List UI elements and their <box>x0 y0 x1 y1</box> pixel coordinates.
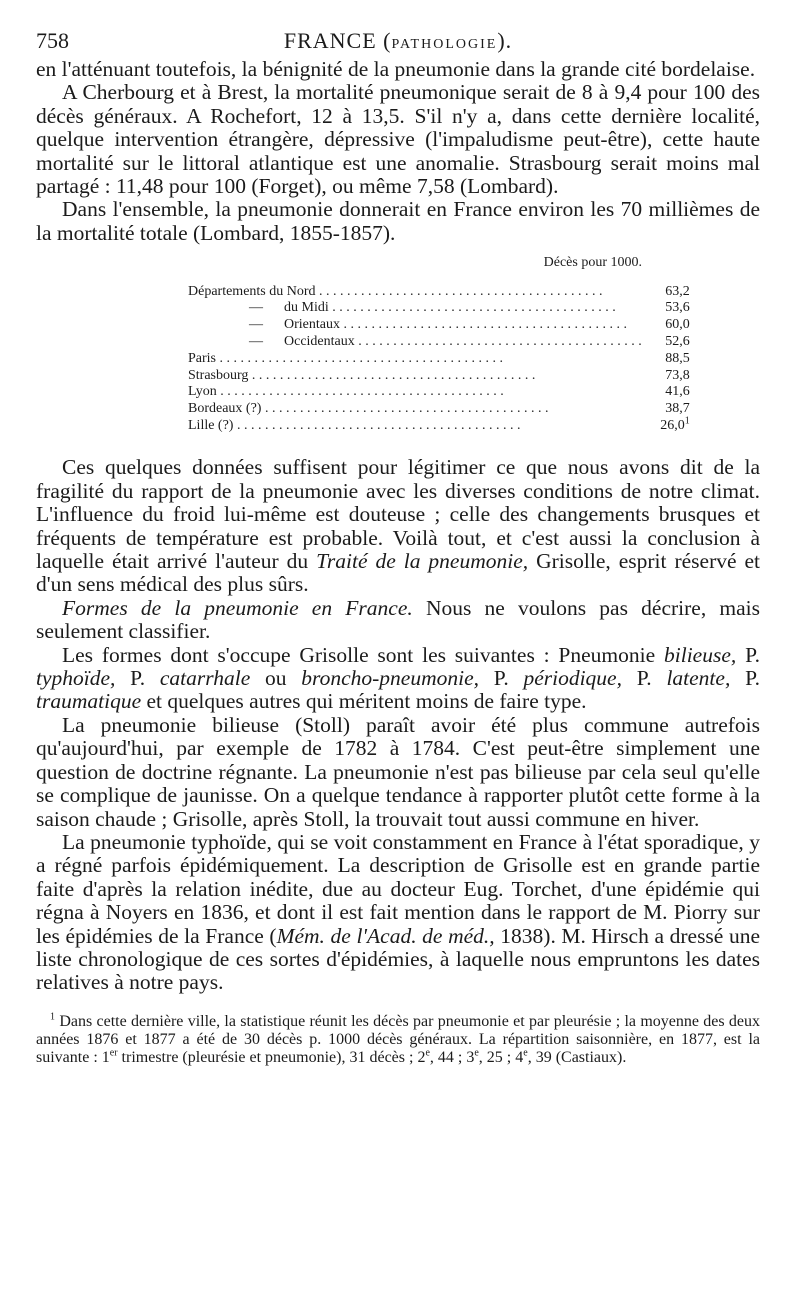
row-value: 38,7 <box>665 401 690 417</box>
table-row <box>188 334 690 351</box>
section-heading: Formes de la pneumonie en France. <box>62 595 413 620</box>
row-value: 73,8 <box>665 367 690 383</box>
row-value: 52,6 <box>665 334 690 350</box>
row-label: — du Midi . . . . . . . . . . . . . . . . . . . . . . . . . . . . . . . . . . . . . . . . . <box>249 300 616 316</box>
row-label: Paris . . . . . . . . . . . . . . . . . . . . . . . . . . . . . . . . . . . . . . . . . <box>188 350 503 366</box>
paragraph-pneumonie-typhoide: La pneumonie typhoïde, qui se voit constamment en France à l'état sporadique, y a régné parfois épidémiquement. La description de Grisolle est en grande partie faite d'après la relation inédite, due au docteur Eug. Torchet, d'une épidémie qui régna à Noyers en 1836, et dont il est fait mention dans le rapport de M. Piorry sur les épidémies de la France (Mém. de l'Acad. de méd., 1838). M. Hirsch a dressé une liste chronologique de ces sortes d'épidémies, à laquelle nous empruntons les dates relatives à notre pays. <box>36 829 760 995</box>
table-row <box>188 418 690 435</box>
page-number: 758 <box>36 28 69 53</box>
paragraph-continuation: en l'atténuant toutefois, la bénignité de la pneumonie dans la grande cité bordelaise. <box>36 57 756 81</box>
running-title: FRANCE (PATHOLOGIE). <box>283 28 513 53</box>
table-row <box>188 283 690 300</box>
paragraph-conclusion: Ces quelques données suffisent pour légitimer ce que nous avons dit de la fragilité du rapport de la pneumonie avec les diverses conditions de notre climat. L'influence du froid lui-même est douteuse ; celle des changements brusques et fréquents de température est probable. Voilà tout, et c'est aussi la conclusion à laquelle était arrivé l'auteur du Traité de la pneumonie, Grisolle, esprit réservé et d'un sens médical des plus sûrs. <box>36 455 761 597</box>
row-label: Lille (?) . . . . . . . . . . . . . . . . . . . . . . . . . . . . . . . . . . . . . . . . . <box>188 418 521 434</box>
table-row <box>188 401 690 418</box>
mortality-table-block <box>36 255 760 434</box>
row-value: 26,0$^1$ <box>660 415 690 434</box>
paragraph-formes-heading: Formes de la pneumonie en France. Nous ne voulons pas décrire, mais seulement classifier. <box>36 595 761 644</box>
footnote <box>36 1013 760 1067</box>
row-value: 63,2 <box>665 283 690 299</box>
table-row <box>188 367 690 384</box>
row-value: 88,5 <box>665 350 690 366</box>
paragraph-pneumonie-bilieuse: La pneumonie bilieuse (Stoll) paraît avoir été plus commune autrefois qu'aujourd'hui, par exemple de 1782 à 1784. C'est peut-être simplement une question de doctrine régnante. La pneumonie n'est pas bilieuse par cela seul qu'elle se complique de jaunisse. On a quelque tendance à rapporter plutôt cette forme à la saison chaude ; Grisolle, après Stoll, la trouvait tout aussi commune en hiver. <box>36 712 760 831</box>
row-label: — Orientaux . . . . . . . . . . . . . . . . . . . . . . . . . . . . . . . . . . . . . . . . . <box>249 317 627 333</box>
paragraph-ensemble: Dans l'ensemble, la pneumonie donnerait en France environ les 70 millièmes de la mortalité totale (Lombard, 1855-1857). <box>36 197 760 245</box>
footnote-marker: 1 <box>50 1011 55 1023</box>
footnote-text: $^1$ Dans cette dernière ville, la statistique réunit les décès par pneumonie et par pleurésie ; la moyenne des deux années 1876 et 1877 a été de 30 décès p. 1000 décès généraux. La répartition saisonnière, en 1877, est la suivante : 1er trimestre (pleurésie et pneumonie), 31 décès ; 2e, 44 ; 3e, 25 ; 4e, 39 (Castiaux). <box>36 1011 761 1066</box>
row-label: Départements du Nord . . . . . . . . . . . . . . . . . . . . . . . . . . . . . . . . . . . . . . . . . <box>188 283 603 299</box>
mortality-table <box>188 283 690 434</box>
row-value: 41,6 <box>665 384 690 400</box>
running-head <box>36 20 760 58</box>
table-row <box>188 300 690 317</box>
table-row <box>188 350 690 367</box>
table-row <box>188 384 690 401</box>
paragraph-formes-list: Les formes dont s'occupe Grisolle sont les suivantes : Pneumonie bilieuse, P. typhoïde, P. catarrhale ou broncho-pneumonie, P. périodique, P. latente, P. traumatique et quelques autres qui méritent moins de faire type. <box>36 642 761 714</box>
row-value: 53,6 <box>665 300 690 316</box>
row-label: Strasbourg . . . . . . . . . . . . . . . . . . . . . . . . . . . . . . . . . . . . . . . . . <box>188 367 536 383</box>
table-row <box>188 317 690 334</box>
row-label: Lyon . . . . . . . . . . . . . . . . . . . . . . . . . . . . . . . . . . . . . . . . . <box>188 384 504 400</box>
row-label: — Occidentaux . . . . . . . . . . . . . . . . . . . . . . . . . . . . . . . . . . . . . . . . . <box>249 334 642 350</box>
table-caption: Décès pour 1000. <box>543 255 642 271</box>
paragraph-cherbourg-brest: A Cherbourg et à Brest, la mortalité pneumonique serait de 8 à 9,4 pour 100 des décès généraux. A Rochefort, 12 à 13,5. S'il n'y a, dans cette dernière localité, quelque intervention étrangère, dépressive (l'impaludisme peut-être), cette haute mortalité sur le littoral atlantique est une anomalie. Strasbourg serait moins mal partagé : 11,48 pour 100 (Forget), ou même 7,58 (Lombard). <box>36 80 760 199</box>
row-value: 60,0 <box>665 317 690 333</box>
row-label: Bordeaux (?) . . . . . . . . . . . . . . . . . . . . . . . . . . . . . . . . . . . . . . . . . <box>188 401 549 417</box>
footnote-reference: 1 <box>684 415 690 427</box>
